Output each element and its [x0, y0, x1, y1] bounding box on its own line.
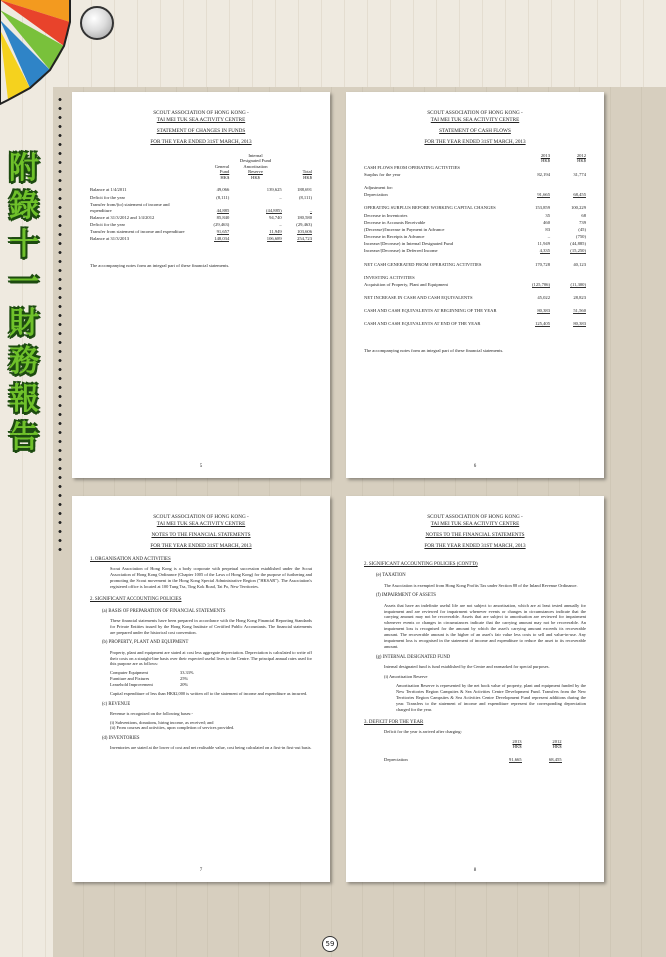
- page-notes-2: [346, 496, 604, 882]
- table-row: [364, 321, 586, 328]
- section-heading: 2. SIGNIFICANT ACCOUNTING POLICIES: [90, 597, 182, 603]
- row-value: 80,383: [537, 308, 550, 314]
- page-number: 7: [199, 867, 203, 873]
- deficit-table: 2013 HK$ 2012 HK$ Depreciation 91,665 68,455: [384, 738, 562, 762]
- row-label: Decrease in Receipts in Advance: [364, 234, 425, 240]
- row-label: Surplus for the year: [364, 172, 401, 177]
- table-row: [364, 164, 586, 171]
- row-value: (45): [578, 226, 586, 232]
- table-row: [364, 248, 586, 255]
- row-value: 68,455: [573, 192, 586, 198]
- row-value: [514, 164, 550, 171]
- table-row: [90, 221, 312, 228]
- page-header: SCOUT ASSOCIATION OF HONG KONG - TAI MEI TUK SEA ACTIVITY CENTRE STATEMENT OF CASH FLOWS FOR THE YEAR ENDED 31ST MARCH, 2013: [364, 110, 586, 146]
- table-row: [364, 294, 586, 301]
- row-value: 35: [545, 212, 550, 218]
- row-value: 49,066: [216, 187, 230, 193]
- notes-period: FOR THE YEAR ENDED 31ST MARCH, 2013: [424, 543, 526, 550]
- row-value: 153,859: [535, 205, 550, 211]
- side-title-top: 附 錄 十 一: [9, 151, 39, 300]
- revenue-list: (i) Subventions, donations, hiring income, as received; and (ii) From courses and activities, upon completion of services provided.: [110, 719, 235, 731]
- row-value: (125,706): [532, 281, 550, 287]
- table-row: [90, 214, 312, 221]
- statement-period: FOR THE YEAR ENDED 31ST MARCH, 2013: [424, 139, 526, 146]
- statement-title: STATEMENT OF CHANGES IN FUNDS: [156, 128, 246, 135]
- row-value: 739: [579, 219, 586, 225]
- row-value: 170,728: [535, 261, 550, 267]
- subsection-heading: (b) PROPERTY, PLANT AND EQUIPMENT: [102, 640, 189, 646]
- row-value: 51,560: [573, 308, 586, 314]
- table-row: [364, 281, 586, 288]
- row-value: (8,111): [216, 194, 230, 200]
- row-value: 91,657: [216, 229, 230, 235]
- row-value: 68: [581, 212, 586, 218]
- table-row: [364, 192, 586, 199]
- table-row: [364, 241, 586, 248]
- row-value: 188,691: [297, 187, 312, 193]
- page-number: 5: [199, 463, 203, 469]
- subsection-heading: (f) IMPAIRMENT OF ASSETS: [376, 593, 437, 599]
- main-page-number: 59: [322, 936, 338, 952]
- section-text: Internal designated fund is fund established by the Centre and earmarked for special purposes.: [384, 664, 550, 670]
- table-row: [364, 226, 586, 233]
- row-label: Transfer from statement of income and expenditure: [90, 229, 185, 235]
- section-text: The Association is exempted from Hong Kong Profits Tax under Section 88 of the Inland Revenue Ordinance.: [384, 582, 578, 588]
- table-row: [90, 187, 312, 194]
- row-label: Acquisition of Property, Plant and Equipment: [364, 281, 448, 287]
- section-text: Amortisation Reserve is represented by the net book value of property, plant and equipment funded by the New Territories Region Campsites & Sea Activities Centre Development Fund. Transfers from the New Territories Region Campsites & Sea Activities Centre Development Fund represent additions during the year. Transfers to the statement of income and expenditure represent the corresponding depreciation charged for the year.: [396, 683, 586, 712]
- side-title-bottom: 財 務 報 告: [9, 306, 39, 455]
- row-label: Increase/(Decrease) in Internal Designated Fund: [364, 241, 454, 247]
- row-label: INVESTING ACTIVITIES: [364, 274, 415, 280]
- section-text: These financial statements have been prepared in accordance with the Hong Kong Financial Reporting Standards for Private Entities issued by the Hong Kong Institute of Certified Public Accountants. The financial statements are prepared under the historical cost convention.: [110, 617, 312, 635]
- table-row: [364, 219, 586, 226]
- section-text: Property, plant and equipment are stated at cost less aggregate depreciation. Depreciation is calculated to write off their costs on a straight-line basis over their expected useful lives to the Centre. The principal annual rates used for this purpose are as follows:: [110, 649, 312, 667]
- table-row: [90, 201, 312, 214]
- row-value: 91,665: [537, 192, 550, 198]
- cash-footnote: The accompanying notes form an integral part of these financial statements.: [364, 347, 504, 353]
- page-cash-flows: [346, 92, 604, 478]
- table-row: [364, 212, 586, 219]
- row-value: 180,580: [297, 214, 312, 220]
- row-value: 45,022: [537, 295, 550, 301]
- row-label: Balance at 1/4/2011: [90, 187, 127, 193]
- page-header: SCOUT ASSOCIATION OF HONG KONG - TAI MEI TUK SEA ACTIVITY CENTRE STATEMENT OF CHANGES IN FUNDS FOR THE YEAR ENDED 31ST MARCH, 2013: [90, 110, 312, 146]
- row-value: 44,885: [216, 207, 230, 213]
- row-label: CASH FLOWS FROM OPERATING ACTIVITIES: [364, 164, 460, 170]
- row-label: (Decrease)/Increase in Payment in Advance: [364, 226, 445, 232]
- row-label: OPERATING SURPLUS BEFORE WORKING CAPITAL CHANGES: [364, 205, 496, 211]
- row-value: 106,689: [266, 236, 282, 242]
- statement-period: FOR THE YEAR ENDED 31ST MARCH, 2013: [150, 139, 252, 146]
- page-changes-in-funds: [72, 92, 330, 478]
- section-heading: 2. SIGNIFICANT ACCOUNTING POLICIES (CONT'D): [364, 562, 478, 568]
- row-value: [550, 164, 586, 171]
- statement-title: STATEMENT OF CASH FLOWS: [439, 128, 511, 135]
- row-value: 82,194: [537, 172, 550, 177]
- row-value: –: [309, 207, 312, 213]
- row-label: Adjustment for:: [364, 185, 394, 191]
- section-text: Scout Association of Hong Kong is a body corporate with perpetual succession established under the Scout Association of Hong Kong Ordinance (Chapter 1005 of the Laws of Hong Kong) for the purpose of furthering and promoting the Scout movement in the Hong Kong Special Administrative Region ("HKSAR"). The Association's registered office is located at 100 Tung Tsz, Ting Kok Road, Tai Po, New Territories.: [110, 566, 312, 590]
- funds-footnote: The accompanying notes form an integral part of these financial statements.: [90, 262, 230, 268]
- row-value: –: [279, 221, 282, 227]
- row-label: NET INCREASE IN CASH AND CASH EQUIVALENTS: [364, 295, 473, 301]
- row-value: (15,250): [570, 248, 586, 254]
- row-value: (29,463): [296, 221, 312, 227]
- row-label: Balance at 31/3/2012 and 1/4/2012: [90, 214, 155, 220]
- depreciation-rates: Computer Equipment 33.33% Furniture and Fixtures 25% Leasehold Improvement 20%: [110, 670, 194, 687]
- row-label: Transfer from/(to) statement of income and expenditure: [90, 201, 170, 213]
- row-value: 125,405: [535, 321, 550, 327]
- table-row: [364, 261, 586, 268]
- row-value: 28,823: [573, 295, 586, 301]
- subsection-heading: (a) BASIS OF PREPARATION OF FINANCIAL STATEMENTS: [102, 608, 226, 614]
- row-value: (44,885): [266, 207, 282, 213]
- row-value: [550, 185, 586, 192]
- circle-icon: [80, 6, 114, 40]
- notes-title: NOTES TO THE FINANCIAL STATEMENTS: [425, 532, 525, 539]
- row-label: Depreciation: [364, 192, 388, 198]
- notes-period: FOR THE YEAR ENDED 31ST MARCH, 2013: [150, 543, 252, 550]
- section-text: Revenue is recognised on the following bases:-: [110, 710, 193, 716]
- section-text: Capital expenditure of less than HK$2,000 is written off to the statement of income and expenditure as incurred.: [110, 690, 308, 696]
- section-heading: 3. DEFICIT FOR THE YEAR: [364, 719, 424, 725]
- cash-flow-table: 2013 HK$ 2012 HK$ CASH FLOWS FROM OPERATING ACTIVITIES Surplus for the year 82,194 31,774 Adjustment for: Depreciation 91,665 68,455 OPERATING SURPLUS BEFORE WORKING CAPITAL CHANGES 153,859 100,229 Decrease in Inventories 35 68 Decrease in Accounts Receivable 460 739 (Decrease)/Increase in Payment in Advance 83 (45) Decrease in Receipts in Advance – (750) Increase/(Decrease) in Internal Designated Fund 11,949 (44,885) Increase/(Decrease) in Deferred Income 4,335 (15,250) NET CASH GENERATED FROM OPERATING ACTIVITIES 170,728 40,123 INVESTING ACTIVITIES Acquisition of Property, Plant and Equipment (125,706) (11,300) NET INCREASE IN CASH AND CASH EQUIVALENTS 45,022 28,823 CASH AND CASH EQUIVALENTS AT BEGINNING OF THE YEAR 80,383 51,560 CASH AND CASH EQUIVALENTS AT END OF THE YEAR 125,405 80,383: [364, 152, 586, 327]
- row-label: Decrease in Accounts Receivable: [364, 219, 426, 225]
- row-label: CASH AND CASH EQUIVALENTS AT END OF THE YEAR: [364, 321, 481, 327]
- row-value: [514, 274, 550, 281]
- row-label: Balance at 31/3/2013: [90, 236, 130, 242]
- page-header: SCOUT ASSOCIATION OF HONG KONG - TAI MEI TUK SEA ACTIVITY CENTRE NOTES TO THE FINANCIAL STATEMENTS FOR THE YEAR ENDED 31ST MARCH, 2013: [364, 514, 586, 550]
- funds-table: General Fund HK$ Internal Designated Fund Amortisation Reserve HK$ Total HK$ Balance at 1/4/2011 49,066 139,625 188,691 Deficit for the year (8,111) – (8,111) Transfer from/(to) statement of income and expenditure 44,885 (44,885) – Balance at 31/3/2012 and 1/4/2012 85,840 94,740 180,580 Deficit for the year (29,463) – (29,463) Transfer from statement of income and expenditure 91,657 11,949 103,606 Balance at 31/3/2013 148,034 106,689 254,723: [90, 152, 312, 242]
- page-number: 6: [473, 463, 477, 469]
- row-value: 83: [545, 226, 550, 232]
- table-row: [364, 308, 586, 315]
- table-row: [90, 236, 312, 243]
- row-value: 85,840: [216, 214, 230, 220]
- color-fan-icon: [0, 0, 78, 110]
- section-text: Assets that have an indefinite useful life are not subject to amortisation, which are at least tested annually for impairment and are reviewed for impairment whenever events or changes in circumstances indicate that the carrying amount may not be recoverable. Assets that are subject to amortisation are reviewed for impairment whenever events or changes in circumstances indicate that the carrying amount may not be recoverable. An impairment loss is recognised for the amount by which the asset's carrying amount exceeds its recoverable amount. The recoverable amount is the higher of an asset's fair value less costs to sell and value-in-use. Any impairment loss is recognised in the statement of income and expenditure to reduce the asset to its recoverable amount.: [384, 602, 586, 650]
- table-row: [364, 234, 586, 241]
- row-label: CASH AND CASH EQUIVALENTS AT BEGINNING OF THE YEAR: [364, 308, 497, 314]
- row-value: (11,300): [570, 281, 586, 287]
- row-label: Decrease in Inventories: [364, 212, 408, 218]
- table-row: [90, 229, 312, 236]
- table-row: [364, 205, 586, 212]
- row-value: 94,740: [269, 214, 282, 220]
- row-value: (29,463): [213, 221, 230, 227]
- row-value: –: [279, 194, 282, 200]
- table-row: [364, 171, 586, 178]
- row-label: Deficit for the year: [90, 221, 126, 227]
- row-label: Increase/(Decrease) in Deferred Income: [364, 248, 438, 254]
- row-value: [550, 274, 586, 281]
- row-value: 40,123: [573, 261, 586, 267]
- section-text: Inventories are stated at the lower of cost and net realisable value, cost being calculated on a first-in first-out basis.: [110, 745, 312, 751]
- row-value: [514, 185, 550, 192]
- page-header: SCOUT ASSOCIATION OF HONG KONG - TAI MEI TUK SEA ACTIVITY CENTRE NOTES TO THE FINANCIAL STATEMENTS FOR THE YEAR ENDED 31ST MARCH, 2013: [90, 514, 312, 550]
- subsection-heading: (g) INTERNAL DESIGNATED FUND: [376, 655, 451, 661]
- row-label: NET CASH GENERATED FROM OPERATING ACTIVITIES: [364, 261, 482, 267]
- row-value: (8,111): [298, 194, 312, 200]
- subsection-heading: (e) TAXATION: [376, 573, 406, 579]
- row-value: (750): [576, 234, 586, 240]
- section-heading: 1. ORGANISATION AND ACTIVITIES: [90, 557, 171, 563]
- row-value: 103,606: [297, 229, 312, 235]
- row-value: 100,229: [571, 205, 586, 211]
- table-row: [364, 185, 586, 192]
- row-value: (44,885): [570, 241, 586, 247]
- row-value: 148,034: [214, 236, 230, 242]
- row-label: Deficit for the year: [90, 194, 126, 200]
- table-row: [364, 274, 586, 281]
- notes-title: NOTES TO THE FINANCIAL STATEMENTS: [151, 532, 251, 539]
- subsection-heading: (c) REVENUE: [102, 701, 131, 707]
- row-value: 4,335: [539, 248, 550, 254]
- row-value: 11,949: [537, 241, 550, 247]
- table-row: [90, 194, 312, 201]
- subsubsection-heading: (i) Amortisation Reserve: [384, 674, 428, 680]
- row-value: 11,949: [269, 229, 282, 235]
- row-value: –: [547, 234, 550, 240]
- row-value: 460: [543, 219, 550, 225]
- row-value: 31,774: [573, 172, 586, 177]
- page-notes-1: [72, 496, 330, 882]
- row-value: 139,625: [266, 187, 282, 193]
- table-row: Depreciation 91,665 68,455: [384, 756, 562, 762]
- subsection-heading: (d) INVENTORIES: [102, 735, 140, 741]
- page-number: 8: [473, 867, 477, 873]
- row-value: 80,383: [573, 321, 586, 327]
- dotted-border: [57, 95, 63, 555]
- section-text: Deficit for the year is arrived after charging:: [384, 729, 462, 735]
- row-value: 254,723: [297, 236, 312, 242]
